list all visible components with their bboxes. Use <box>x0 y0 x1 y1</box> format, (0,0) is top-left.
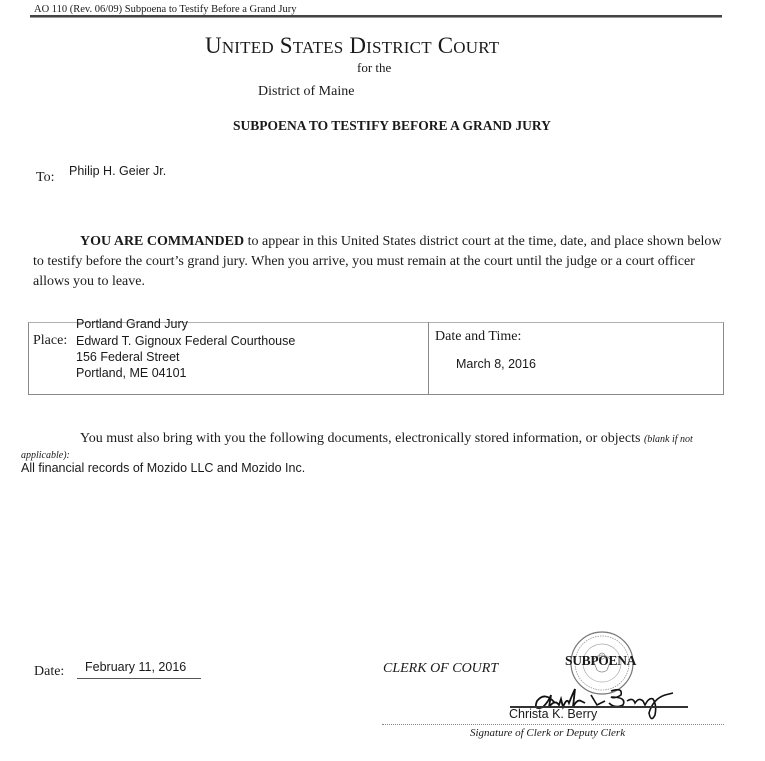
court-title-U: U <box>205 33 222 58</box>
datetime-label: Date and Time: <box>435 329 522 344</box>
seal-text: SUBPOENA <box>565 653 637 668</box>
issue-date-value[interactable]: February 11, 2016 <box>85 660 187 674</box>
documents-note-part1: (blank if not <box>643 434 693 445</box>
appearance-table-divider <box>428 322 429 394</box>
signature-line <box>382 724 724 725</box>
court-title-tates: TATES <box>292 38 344 57</box>
court-title-ourt: OURT <box>453 38 500 57</box>
place-line[interactable]: 156 Federal Street <box>76 350 180 364</box>
datetime-value[interactable]: March 8, 2016 <box>456 357 536 371</box>
form-id-line: AO 110 (Rev. 06/09) Subpoena to Testify Before a Grand Jury <box>34 4 297 15</box>
place-line[interactable]: Portland Grand Jury <box>76 317 188 331</box>
clerk-name[interactable]: Christa K. Berry <box>509 707 598 721</box>
place-line[interactable]: Portland, ME 04101 <box>76 366 187 380</box>
documents-intro <box>33 431 753 447</box>
document-title: SUBPOENA TO TESTIFY BEFORE A GRAND JURY <box>233 118 551 133</box>
command-paragraph <box>33 232 733 292</box>
clerk-of-court-label: CLERK OF COURT <box>383 661 499 676</box>
issue-date-rule <box>77 678 201 679</box>
issue-date-label: Date: <box>34 664 65 679</box>
court-title-C: C <box>437 33 454 58</box>
court-title-S: S <box>279 33 293 58</box>
header-rule <box>30 15 722 18</box>
court-title <box>205 33 499 59</box>
documents-note-part2: applicable): <box>21 450 70 461</box>
recipient-label: To: <box>36 170 55 185</box>
court-title-istrict: ISTRICT <box>366 38 432 57</box>
court-title-D: D <box>349 33 367 58</box>
place-line[interactable]: Edward T. Gignoux Federal Courthouse <box>76 334 296 348</box>
recipient-name[interactable]: Philip H. Geier Jr. <box>69 164 167 178</box>
district-name: District of Maine <box>258 84 355 99</box>
documents-intro-text: You must also bring with you the following documents, electronically stored information, or objects <box>80 431 641 446</box>
for-the: for the <box>357 60 392 75</box>
documents-items[interactable]: All financial records of Mozido LLC and Mozido Inc. <box>21 461 306 475</box>
place-label: Place: <box>33 333 68 348</box>
command-bold: YOU ARE COMMANDED <box>80 234 245 249</box>
command-text: to appear in this United States district court at the time, date, and place shown below to testify before the court’s grand jury. When you arrive, you must remain at the court until the judge or a court officer allows you to leave. <box>33 234 722 289</box>
court-title-nited: NITED <box>221 38 274 57</box>
signature-caption: Signature of Clerk or Deputy Clerk <box>470 727 626 739</box>
